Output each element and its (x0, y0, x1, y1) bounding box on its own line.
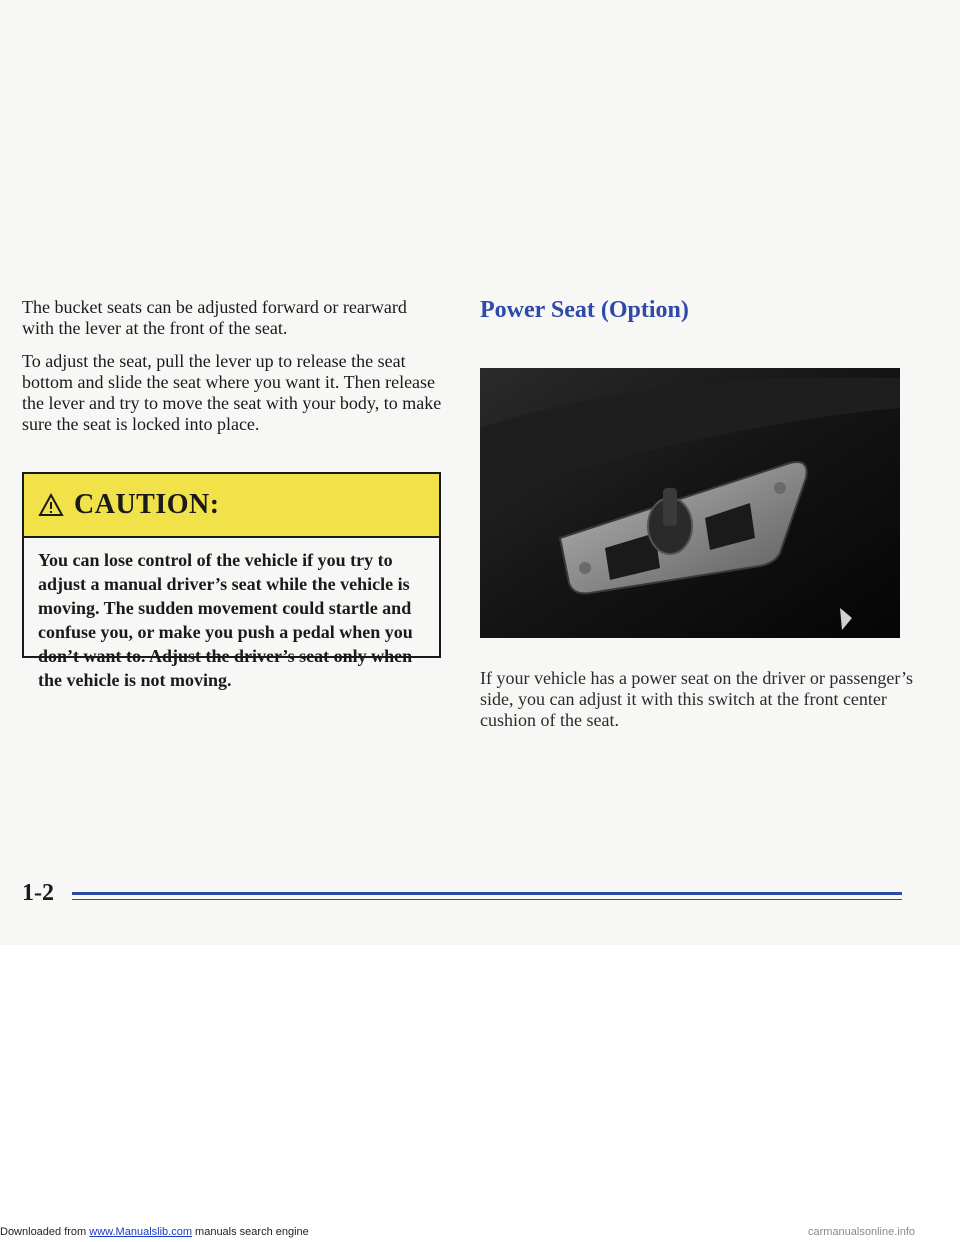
page-footer (22, 880, 902, 910)
caution-box (22, 472, 441, 690)
footer-rule-thick (72, 892, 902, 895)
caution-text: You can lose control of the vehicle if you try to adjust a manual driver’s seat while the vehicle is moving. The sudden movement could startle and confuse you, or make you push a pedal when you don’t want to. Adjust the driver’s seat only when the vehicle is not moving. (38, 550, 413, 690)
download-suffix: manuals search engine (191, 1226, 309, 1238)
warning-triangle-icon (38, 493, 64, 517)
caution-header (24, 474, 439, 538)
power-seat-paragraph: If your vehicle has a power seat on the driver or passenger’s side, you can adjust it with this switch at the front center cushion of the seat. (480, 668, 914, 730)
manualslib-link[interactable]: www.Manualslib.com (89, 1226, 192, 1238)
power-seat-switch-photo (480, 368, 900, 638)
watermark: carmanualsonline.info (808, 1226, 916, 1238)
page-number: 1-2 (22, 880, 54, 906)
caution-title: CAUTION: (74, 489, 220, 520)
bucket-seat-paragraph: The bucket seats can be adjusted forward or rearward with the lever at the front of the seat. (22, 297, 407, 338)
section-title: Power Seat (Option) (480, 297, 689, 323)
left-column (22, 297, 442, 447)
download-prefix: Downloaded from (0, 1226, 90, 1238)
footer-rule-thin (72, 899, 902, 900)
adjust-seat-paragraph: To adjust the seat, pull the lever up to release the seat bottom and slide the seat where you want it. Then release the lever and try to move the seat with your body, to make sure the seat is locked into place. (22, 351, 442, 434)
right-column (480, 297, 920, 324)
power-seat-switch-image (480, 368, 900, 638)
